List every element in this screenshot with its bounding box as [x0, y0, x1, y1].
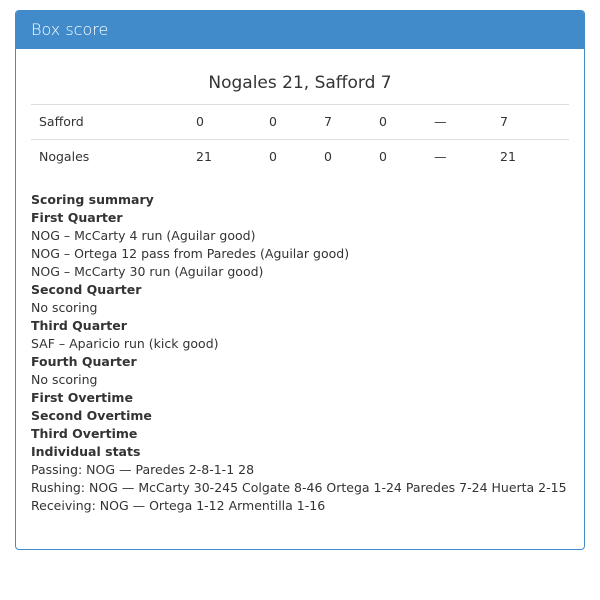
overtime-score: — — [426, 140, 492, 175]
quarter-heading: Third Quarter — [31, 318, 127, 333]
overtime-heading: Third Overtime — [31, 426, 138, 441]
total-score: 7 — [492, 105, 569, 140]
quarter-heading: First Quarter — [31, 210, 123, 225]
overtime-score: — — [426, 105, 492, 140]
quarter-score: 0 — [261, 140, 316, 175]
no-scoring: No scoring — [31, 372, 98, 387]
quarter-score: 0 — [188, 105, 261, 140]
panel-title: Box score — [16, 11, 584, 49]
quarter-score: 0 — [261, 105, 316, 140]
quarter-score: 0 — [371, 105, 426, 140]
no-scoring: No scoring — [31, 300, 98, 315]
quarter-score: 7 — [316, 105, 371, 140]
scoring-summary — [31, 191, 569, 515]
box-score-panel — [15, 10, 585, 550]
scoring-play: NOG – McCarty 30 run (Aguilar good) — [31, 264, 264, 279]
overtime-heading: Second Overtime — [31, 408, 152, 423]
scoring-play: SAF – Aparicio run (kick good) — [31, 336, 219, 351]
passing-stats: Passing: NOG — Paredes 2-8-1-1 28 — [31, 462, 255, 477]
quarter-score: 0 — [371, 140, 426, 175]
team-name: Nogales — [31, 140, 188, 175]
section-heading: Scoring summary — [31, 192, 154, 207]
score-table — [31, 104, 569, 174]
receiving-stats: Receiving: NOG — Ortega 1-12 Armentilla 1-16 — [31, 498, 326, 513]
scoring-play: NOG – Ortega 12 pass from Paredes (Aguilar good) — [31, 246, 350, 261]
overtime-heading: First Overtime — [31, 390, 133, 405]
table-row — [31, 140, 569, 175]
total-score: 21 — [492, 140, 569, 175]
table-row — [31, 105, 569, 140]
team-name: Safford — [31, 105, 188, 140]
quarter-heading: Second Quarter — [31, 282, 142, 297]
scoring-play: NOG – McCarty 4 run (Aguilar good) — [31, 228, 256, 243]
rushing-stats: Rushing: NOG — McCarty 30-245 Colgate 8-46 Ortega 1-24 Paredes 7-24 Huerta 2-15 — [31, 480, 567, 495]
quarter-heading: Fourth Quarter — [31, 354, 137, 369]
quarter-score: 21 — [188, 140, 261, 175]
section-heading: Individual stats — [31, 444, 141, 459]
quarter-score: 0 — [316, 140, 371, 175]
game-title: Nogales 21, Safford 7 — [208, 73, 392, 93]
